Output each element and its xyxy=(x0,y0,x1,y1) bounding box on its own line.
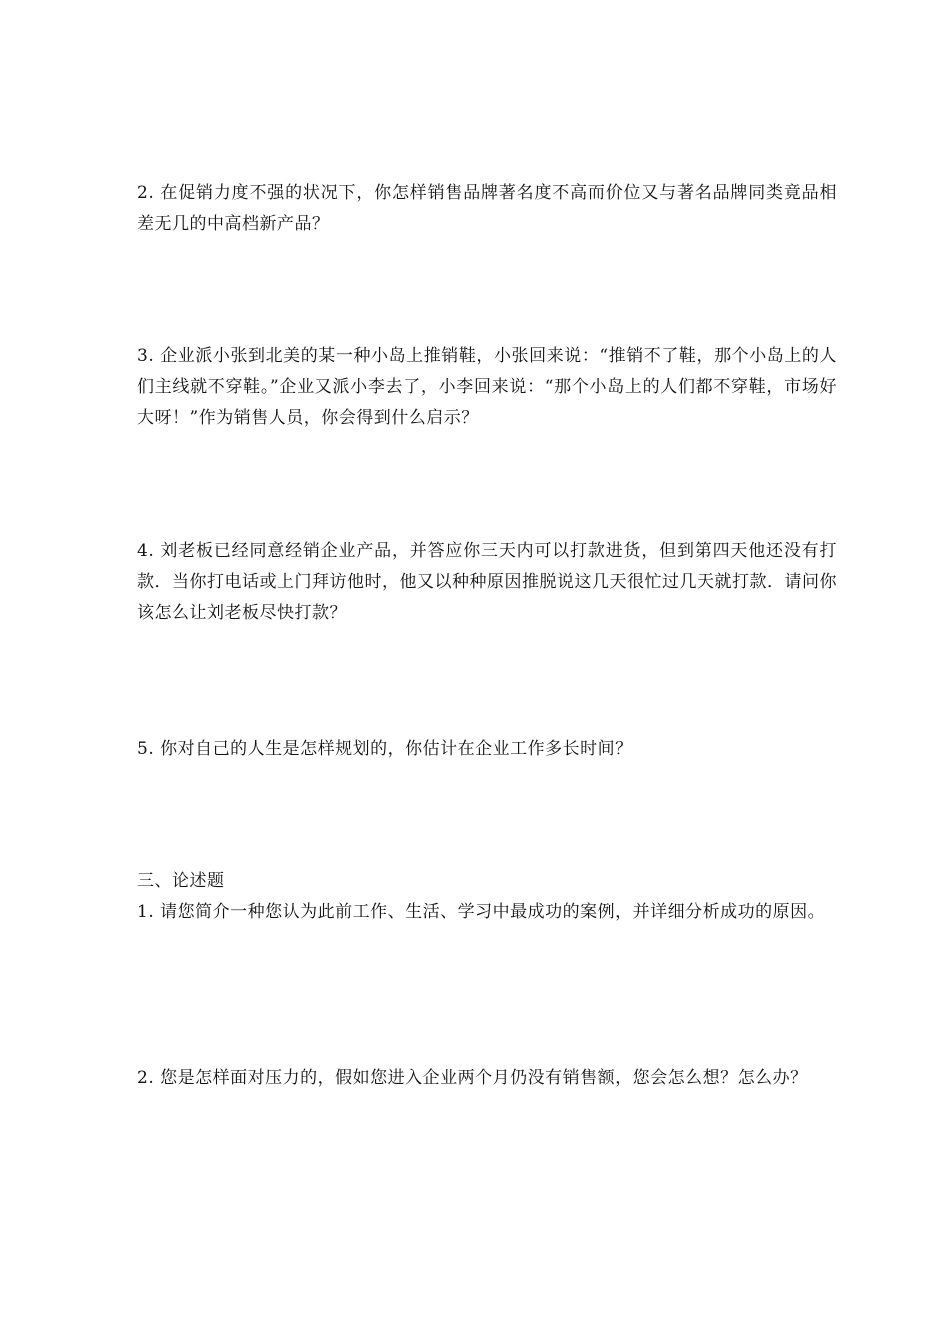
essay-question-2: 2. 您是怎样面对压力的，假如您进入企业两个月仍没有销售额，您会怎么想？怎么办？ xyxy=(137,1068,808,1088)
question-3: 3. 企业派小张到北美的某一种小岛上推销鞋，小张回来说：“推销不了鞋，那个小岛上的人们主线就不穿鞋。”企业又派小李去了，小李回来说：“那个小岛上的人们都不穿鞋，市场好大呀！”作为销售人员，你会得到什么启示？ xyxy=(137,346,837,428)
section-title-essay: 三、论述题 xyxy=(137,871,225,891)
question-5: 5. 你对自己的人生是怎样规划的，你估计在企业工作多长时间？ xyxy=(137,739,633,759)
question-4: 4. 刘老板已经同意经销企业产品，并答应你三天内可以打款进货，但到第四天他还没有打款．当你打电话或上门拜访他时，他又以种种原因推脱说这几天很忙过几天就打款．请问你该怎么让刘老板尽快打款？ xyxy=(137,541,837,623)
question-2: 2. 在促销力度不强的状况下，你怎样销售品牌著名度不高而价位又与著名品牌同类竟品相差无几的中高档新产品？ xyxy=(137,183,837,234)
essay-question-1: 1. 请您简介一种您认为此前工作、生活、学习中最成功的案例，并详细分析成功的原因。 xyxy=(137,902,826,922)
